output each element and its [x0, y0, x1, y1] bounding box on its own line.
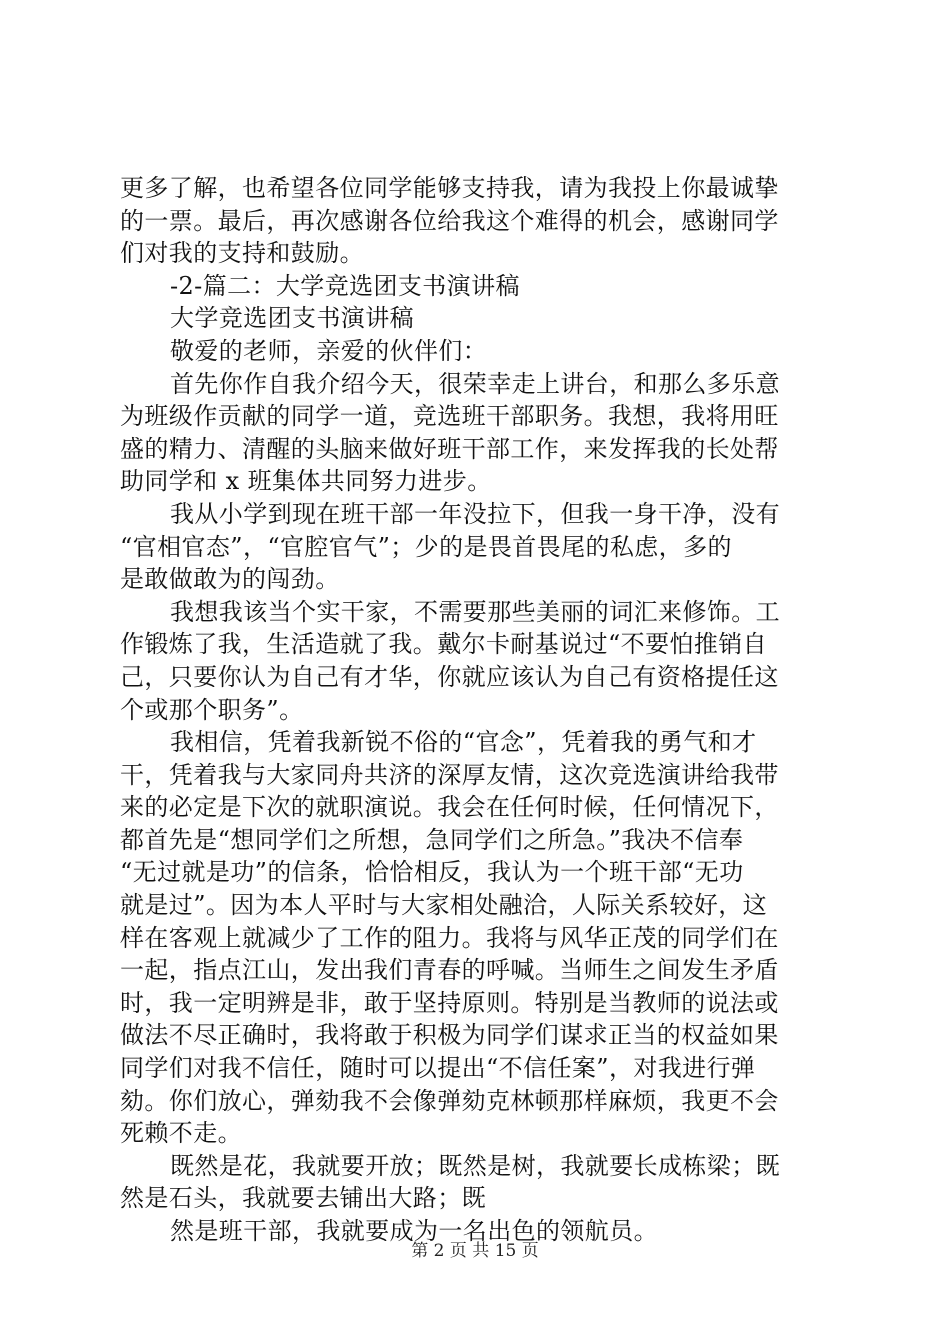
- text-line: 时，我一定明辨是非，敢于坚持原则。特别是当教师的说法或: [120, 988, 779, 1017]
- text-line: 更多了解，也希望各位同学能够支持我，请为我投上你最诚挚: [120, 174, 779, 202]
- speech-title: 大学竞选团支书演讲稿: [170, 304, 414, 333]
- text-line: 的一票。最后，再次感谢各位给我这个难得的机会，感谢同学: [120, 206, 779, 235]
- text-line: 首先你作自我介绍今天，很荣幸走上讲台，和那么多乐意: [170, 369, 780, 398]
- text-line: 干，凭着我与大家同舟共济的深厚友情，这次竞选演讲给我带: [120, 760, 779, 789]
- section-heading: -2-篇二：大学竞选团支书演讲稿: [170, 271, 520, 300]
- text-line: 助同学和 x 班集体共同努力进步。: [120, 467, 492, 496]
- text-line: 就是过”。因为本人平时与大家相处融洽，人际关系较好，这: [120, 891, 768, 920]
- text-line: 我从小学到现在班干部一年没拉下，但我一身干净，没有: [170, 499, 780, 528]
- text-line: 一起，指点江山，发出我们青春的呼喊。当师生之间发生矛盾: [120, 956, 779, 985]
- text-line: 是敢做敢为的闯劲。: [120, 565, 340, 594]
- text-line: 作锻炼了我，生活造就了我。戴尔卡耐基说过“不要怕推销自: [120, 630, 768, 659]
- text-line: 个或那个职务”。: [120, 695, 304, 724]
- document-body: [120, 172, 840, 1248]
- page-number-footer: 第 2 页 共 15 页: [411, 1241, 539, 1261]
- text-line: “无过就是功”的信条，恰恰相反，我认为一个班干部“无功: [120, 858, 744, 887]
- text-line: 们对我的支持和鼓励。: [120, 239, 364, 268]
- text-line: 做法不尽正确时，我将敢于积极为同学们谋求正当的权益如果: [120, 1021, 779, 1050]
- text-line: 为班级作贡献的同学一道，竞选班干部职务。我想，我将用旺: [120, 402, 779, 431]
- text-line: “官相官态”，“官腔官气”；少的是畏首畏尾的私虑，多的: [120, 532, 732, 561]
- salutation: 敬爱的老师，亲爱的伙伴们：: [170, 336, 488, 365]
- text-line: 都首先是“想同学们之所想，急同学们之所急。”我决不信奉: [120, 825, 744, 854]
- text-line: 然是石头，我就要去铺出大路；既: [120, 1184, 486, 1213]
- text-line: 然是班干部，我就要成为一名出色的领航员。: [170, 1217, 658, 1245]
- text-line: 既然是花，我就要开放；既然是树，我就要长成栋梁；既: [170, 1151, 780, 1180]
- text-line: 死赖不走。: [120, 1119, 242, 1148]
- text-line: 己，只要你认为自己有才华，你就应该认为自己有资格提任这: [120, 662, 779, 691]
- text-line: 来的必定是下次的就职演说。我会在任何时候，任何情况下，: [120, 793, 779, 822]
- text-line: 盛的精力、清醒的头脑来做好班干部工作，来发挥我的长处帮: [120, 434, 779, 463]
- text-line: 我想我该当个实干家，不需要那些美丽的词汇来修饰。工: [170, 597, 780, 626]
- text-line: 我相信，凭着我新锐不俗的“官念”，凭着我的勇气和才: [170, 728, 757, 757]
- text-line: 劾。你们放心，弹劾我不会像弹劾克林顿那样麻烦，我更不会: [120, 1086, 779, 1115]
- text-line: 同学们对我不信任，随时可以提出“不信任案”，对我进行弹: [120, 1054, 756, 1083]
- text-line: 样在客观上就减少了工作的阻力。我将与风华正茂的同学们在: [120, 923, 779, 952]
